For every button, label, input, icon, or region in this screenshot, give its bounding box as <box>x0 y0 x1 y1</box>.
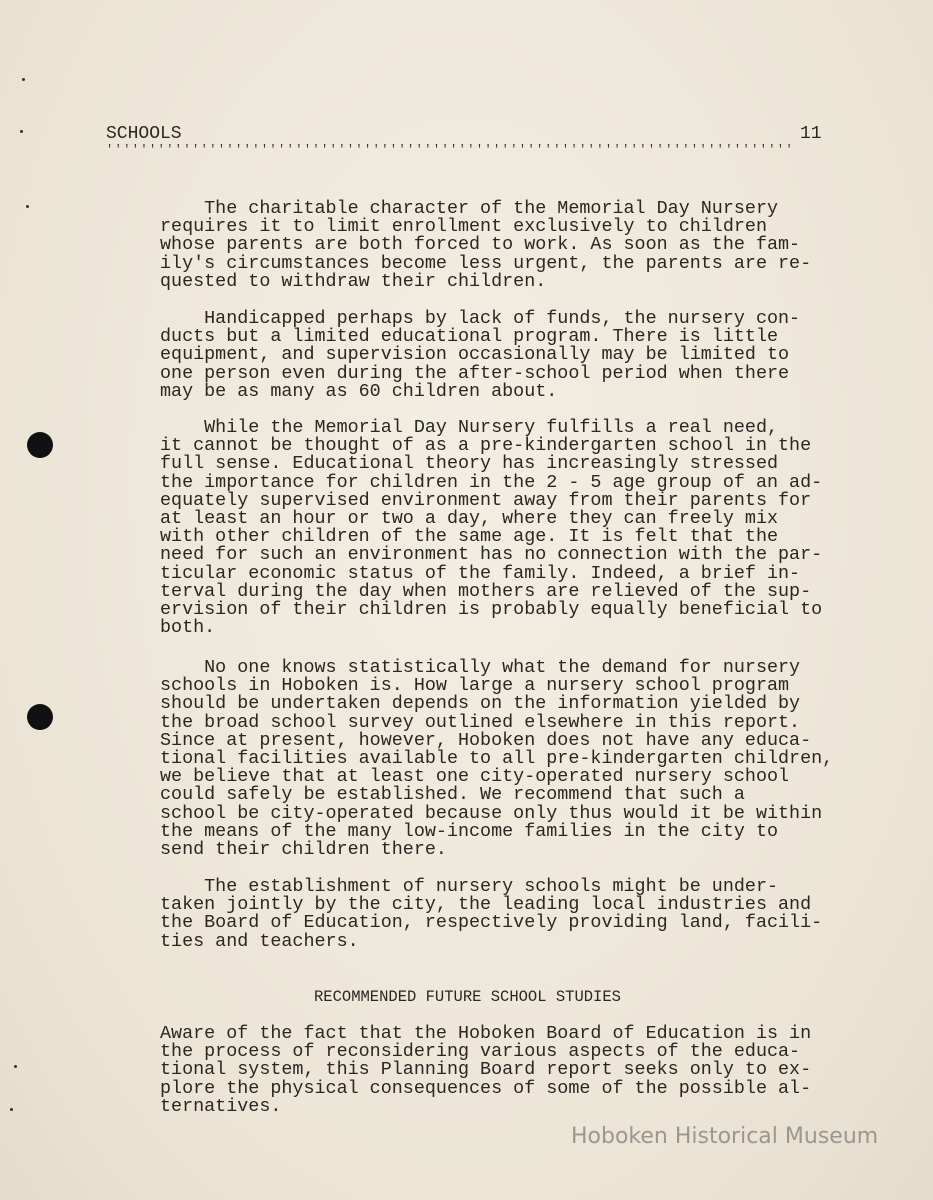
page-number: 11 <box>800 124 822 144</box>
paragraph-5 <box>160 878 822 951</box>
text-line: should be undertaken depends on the information yielded by <box>160 693 801 715</box>
punch-hole <box>27 704 53 730</box>
text-line: Aware of the fact that the Hoboken Board of Education is in <box>160 1023 812 1044</box>
text-line: both. <box>160 617 216 639</box>
text-line: need for such an environment has no connection with the par- <box>160 544 823 566</box>
text-line: ternatives. <box>160 1095 282 1117</box>
text-line: terval during the day when mothers are relieved of the sup- <box>160 580 812 602</box>
speck <box>22 78 25 81</box>
text-line: No one knows statistically what the demand for nursery <box>160 657 801 678</box>
paragraph-2 <box>160 310 800 401</box>
text-line: ticular economic status of the family. Indeed, a brief in- <box>160 562 801 584</box>
text-line: could safely be established. We recommend that such a <box>160 784 745 806</box>
text-line: quested to withdraw their children. <box>160 270 547 292</box>
text-line: tional system, this Planning Board report seeks only to ex- <box>160 1059 812 1081</box>
paragraph-3 <box>160 419 822 637</box>
text-line: ily's circumstances become less urgent, the parents are re- <box>160 252 812 274</box>
watermark: Hoboken Historical Museum <box>571 1124 879 1149</box>
text-line: school be city-operated because only thus would it be within <box>160 802 823 824</box>
text-line: taken jointly by the city, the leading local industries and <box>160 894 812 916</box>
paragraph-1 <box>160 200 811 291</box>
punch-hole <box>27 432 53 458</box>
final-paragraph <box>160 1025 811 1116</box>
text-line: at least an hour or two a day, where they can freely mix <box>160 508 779 530</box>
text-line: the importance for children in the 2 - 5 age group of an ad- <box>160 471 823 493</box>
text-line: may be as many as 60 children about. <box>160 380 558 402</box>
text-line: it cannot be thought of as a pre-kindergarten school in the <box>160 435 812 457</box>
text-line: with other children of the same age. It is felt that the <box>160 526 779 548</box>
text-line: one person even during the after-school period when there <box>160 362 790 384</box>
text-line: While the Memorial Day Nursery fulfills a real need, <box>160 417 779 438</box>
text-line: full sense. Educational theory has increasingly stressed <box>160 453 779 475</box>
text-line: the broad school survey outlined elsewhere in this report. <box>160 711 801 733</box>
speck <box>10 1108 13 1111</box>
text-line: we believe that at least one city-operated nursery school <box>160 766 790 788</box>
text-line: ervision of their children is probably equally beneficial to <box>160 599 823 621</box>
text-line: The charitable character of the Memorial Day Nursery <box>160 198 779 219</box>
text-line: Since at present, however, Hoboken does not have any educa- <box>160 729 812 751</box>
text-line: Handicapped perhaps by lack of funds, the nursery con- <box>160 308 801 329</box>
text-line: whose parents are both forced to work. As soon as the fam- <box>160 234 801 256</box>
text-line: equipment, and supervision occasionally may be limited to <box>160 344 790 366</box>
text-line: The establishment of nursery schools might be under- <box>160 876 779 897</box>
section-heading: RECOMMENDED FUTURE SCHOOL STUDIES <box>314 988 621 1006</box>
text-line: requires it to limit enrollment exclusively to children <box>160 216 767 238</box>
speck <box>14 1065 17 1068</box>
text-line: ducts but a limited educational program. There is little <box>160 326 779 348</box>
text-line: the Board of Education, respectively providing land, facili- <box>160 912 823 934</box>
text-line: schools in Hoboken is. How large a nursery school program <box>160 675 790 697</box>
text-line: plore the physical consequences of some of the possible al- <box>160 1077 812 1099</box>
text-line: send their children there. <box>160 839 447 861</box>
header-rule: '''''''''''''''''''''''''''''''''''''''''''''''''''''''''''''''''''''''''''''''' <box>106 143 795 157</box>
speck <box>26 205 29 208</box>
text-line: the means of the many low-income families in the city to <box>160 820 779 842</box>
text-line: the process of reconsidering various aspects of the educa- <box>160 1041 801 1063</box>
text-line: equately supervised environment away from their parents for <box>160 489 812 511</box>
speck <box>20 130 23 133</box>
paragraph-4 <box>160 659 833 859</box>
section-title: SCHOOLS <box>106 124 182 144</box>
text-line: tional facilities available to all pre-kindergarten children, <box>160 748 834 770</box>
text-line: ties and teachers. <box>160 930 359 952</box>
